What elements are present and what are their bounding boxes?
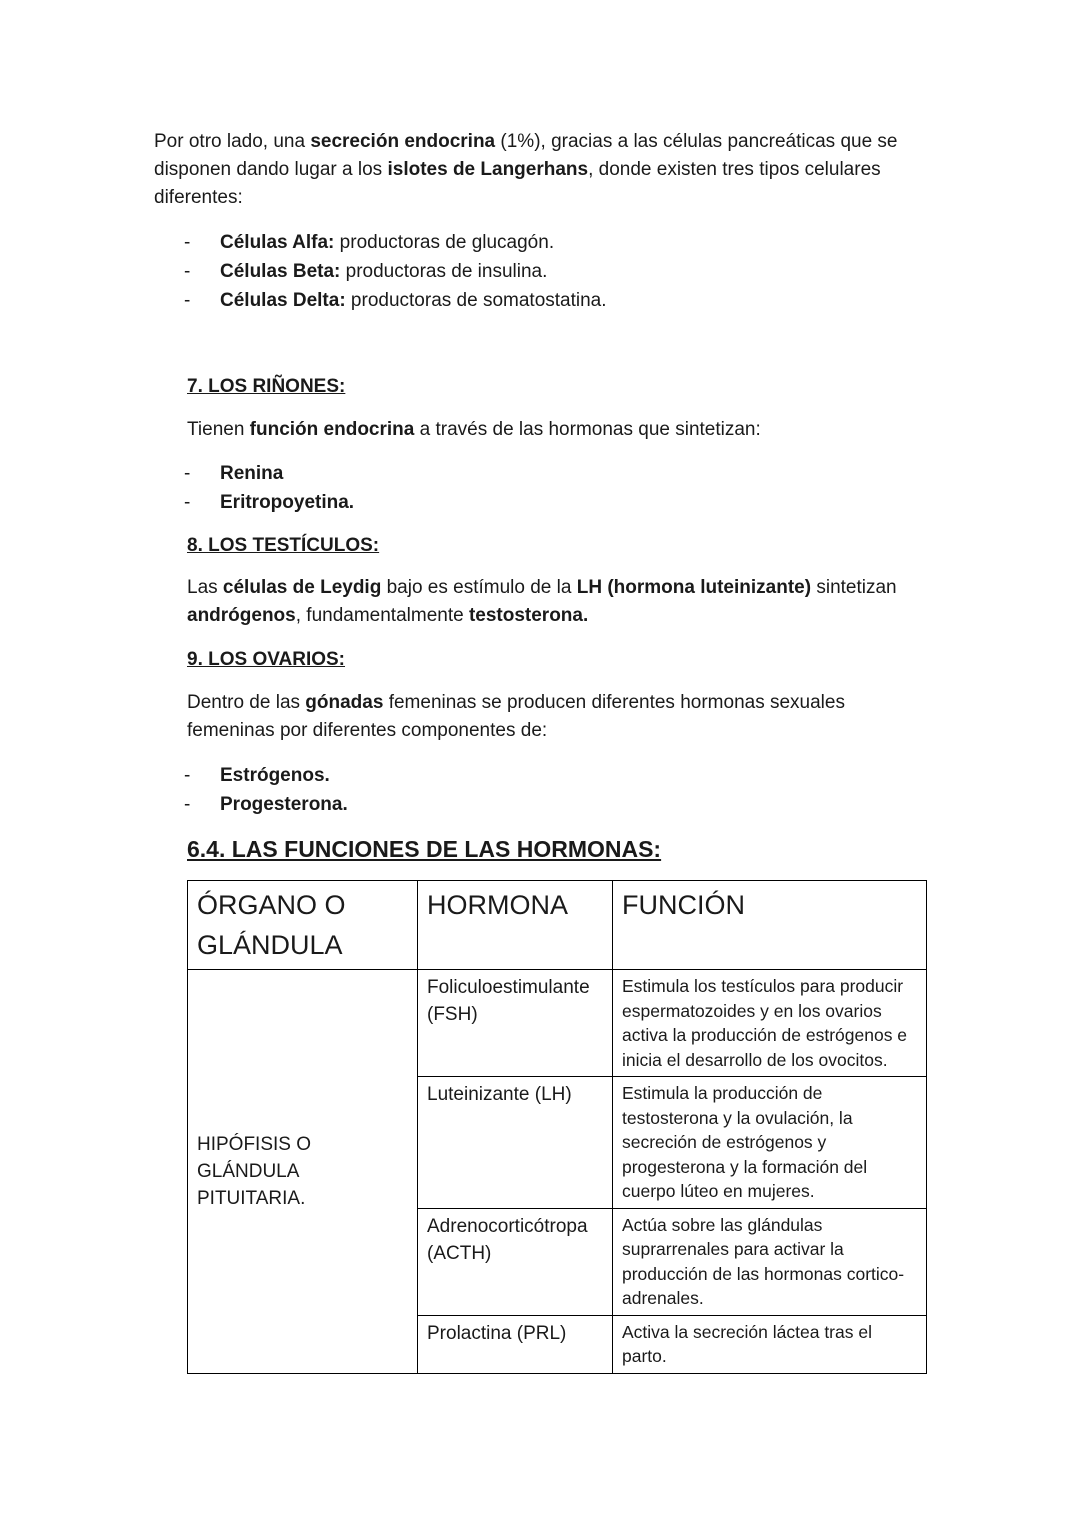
header-hormone: HORMONA xyxy=(418,881,613,970)
table-row xyxy=(188,970,927,1077)
hormone-cell: Luteinizante (LH) xyxy=(418,1077,613,1209)
function-cell: Activa la secreción láctea tras el parto. xyxy=(613,1315,927,1373)
ovaries-heading: 9. LOS OVARIOS: xyxy=(187,649,346,670)
ovary-hormone-list xyxy=(154,761,348,819)
function-cell: Estimula la producción de testosterona y la ovulación, la secreción de estrógenos y progesterona y la formación del cuerpo lúteo en mujeres. xyxy=(613,1077,927,1209)
list-item: - Progesterona. xyxy=(154,790,348,819)
hormones-table xyxy=(187,880,927,1374)
list-item: - Eritropoyetina. xyxy=(154,488,354,517)
list-item: - Células Alfa: productoras de glucagón. xyxy=(154,228,607,257)
kidney-hormone-list xyxy=(154,459,354,517)
kidneys-heading: 7. LOS RIÑONES: xyxy=(187,376,346,397)
hormone-cell: Foliculoestimulante (FSH) xyxy=(418,970,613,1077)
function-cell: Estimula los testículos para producir espermatozoides y en los ovarios activa la producción de estrógenos e inicia el desarrollo de los ovocitos. xyxy=(613,970,927,1077)
kidneys-paragraph: Tienen función endocrina a través de las hormonas que sintetizan: xyxy=(187,419,761,440)
organ-cell: HIPÓFISIS O GLÁNDULA PITUITARIA. xyxy=(188,970,418,1374)
header-organ: ÓRGANO O GLÁNDULA xyxy=(188,881,418,970)
header-function: FUNCIÓN xyxy=(613,881,927,970)
list-item: - Renina xyxy=(154,459,354,488)
table-header-row xyxy=(188,881,927,970)
list-item: - Estrógenos. xyxy=(154,761,348,790)
function-cell: Actúa sobre las glándulas suprarrenales para activar la producción de las hormonas cortico-adrenales. xyxy=(613,1208,927,1315)
ovaries-paragraph: Dentro de las gónadas femeninas se producen diferentes hormonas sexuales femeninas por diferentes componentes de: xyxy=(187,692,845,741)
list-item: - Células Beta: productoras de insulina. xyxy=(154,257,607,286)
testicles-paragraph: Las células de Leydig bajo es estímulo de la LH (hormona luteinizante) sintetizan andrógenos, fundamentalmente testosterona. xyxy=(187,577,897,626)
section-heading: 6.4. LAS FUNCIONES DE LAS HORMONAS: xyxy=(187,836,662,862)
hormone-cell: Adrenocorticótropa (ACTH) xyxy=(418,1208,613,1315)
hormone-cell: Prolactina (PRL) xyxy=(418,1315,613,1373)
intro-paragraph: Por otro lado, una secreción endocrina (1%), gracias a las células pancreáticas que se disponen dando lugar a los islotes de Langerhans, donde existen tres tipos celulares diferentes: xyxy=(154,131,898,208)
testicles-heading: 8. LOS TESTÍCULOS: xyxy=(187,535,380,556)
pancreas-cell-list xyxy=(154,228,607,315)
list-item: - Células Delta: productoras de somatostatina. xyxy=(154,286,607,315)
